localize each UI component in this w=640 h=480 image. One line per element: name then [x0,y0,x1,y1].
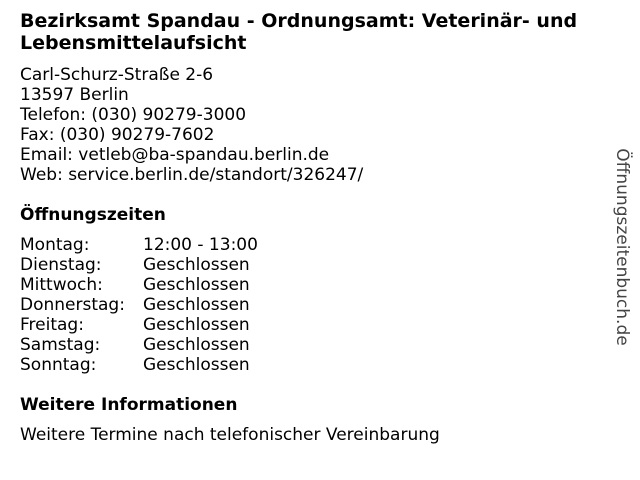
hours-value: Geschlossen [143,255,250,275]
contact-block [20,65,363,185]
hours-row-monday [20,235,258,255]
hours-value: 12:00 - 13:00 [143,235,258,255]
day-label: Dienstag: [20,255,102,275]
hours-value: Geschlossen [143,315,250,335]
web-label: Web: [20,165,69,185]
hours-row-wednesday [20,275,258,295]
email-label: Email: [20,145,79,165]
hours-row-friday [20,315,258,335]
day-label: Montag: [20,235,90,255]
day-label: Sonntag: [20,355,97,375]
site-brand-label: Öffnungszeitenbuch.de [612,148,632,346]
fax-number: Fax: (030) 90279-7602 [20,125,215,145]
day-label: Mittwoch: [20,275,103,295]
hours-row-sunday [20,355,258,375]
street-address: Carl-Schurz-Straße 2-6 [20,65,214,85]
page-title: Bezirksamt Spandau - Ordnungsamt: Veterinär- und Lebensmittelaufsicht [20,10,578,54]
hours-row-saturday [20,335,258,355]
further-info-text: Weitere Termine nach telefonischer Vereinbarung [20,425,440,445]
hours-value: Geschlossen [143,335,250,355]
web-address[interactable]: service.berlin.de/standort/326247/ [68,165,364,185]
hours-row-tuesday [20,255,258,275]
hours-row-thursday [20,295,258,315]
opening-hours-heading: Öffnungszeiten [20,205,166,225]
phone-number: Telefon: (030) 90279-3000 [20,105,247,125]
hours-value: Geschlossen [143,295,250,315]
email-address[interactable]: vetleb@ba-spandau.berlin.de [78,145,330,165]
postal-city: 13597 Berlin [20,85,129,105]
day-label: Donnerstag: [20,295,125,315]
day-label: Freitag: [20,315,84,335]
opening-hours-table [20,235,258,375]
hours-value: Geschlossen [143,355,250,375]
hours-value: Geschlossen [143,275,250,295]
further-info-heading: Weitere Informationen [20,395,238,415]
day-label: Samstag: [20,335,101,355]
email-line [20,145,363,165]
web-line [20,165,363,185]
